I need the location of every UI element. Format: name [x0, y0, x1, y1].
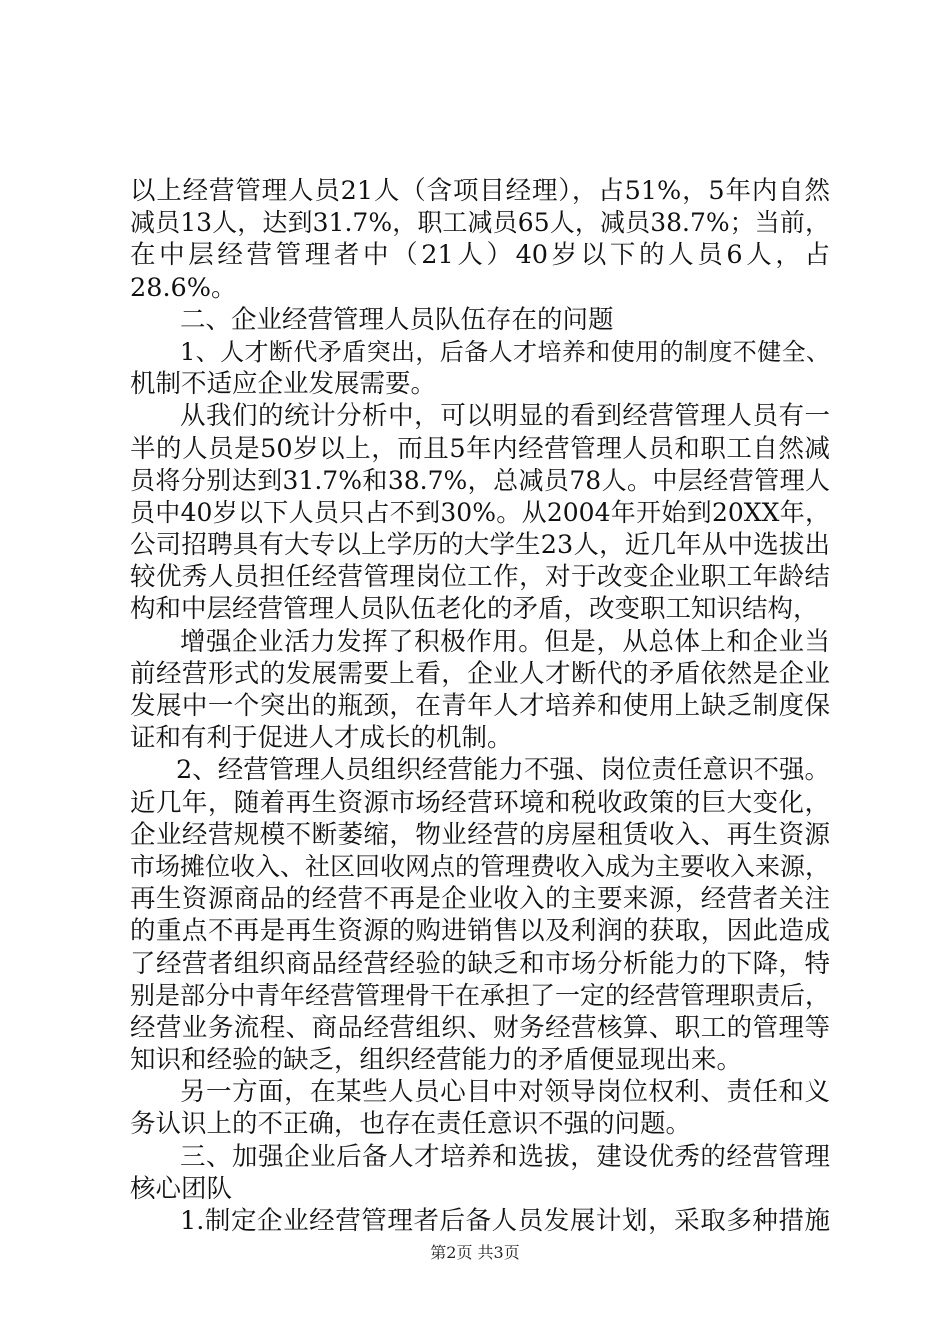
- text-line: 了经营者组织商品经营经验的缺乏和市场分析能力的下降，特: [130, 948, 830, 979]
- subheading-line: 2、经营管理人员组织经营能力不强、岗位责任意识不强。: [176, 755, 830, 786]
- text-line: 市场摊位收入、社区回收网点的管理费收入成为主要收入来源，: [130, 851, 831, 881]
- text-line: 再生资源商品的经营不再是企业收入的主要来源，经营者关注: [130, 884, 830, 915]
- text-line: 以上经营管理人员21人（含项目经理），占51%，5年内自然: [130, 176, 830, 206]
- subheading-line: 1、人才断代矛盾突出，后备人才培养和使用的制度不健全、: [180, 337, 830, 366]
- text-line: 的重点不再是再生资源的购进销售以及利润的获取，因此造成: [130, 916, 830, 947]
- text-line: 在中层经营管理者中（21人）40岁以下的人员6人，占: [130, 240, 830, 271]
- text-line: 知识和经验的缺乏，组织经营能力的矛盾便显现出来。: [130, 1045, 743, 1076]
- text-line: 经营业务流程、商品经营组织、财务经营核算、职工的管理等: [130, 1012, 830, 1043]
- text-line: 企业经营规模不断萎缩，物业经营的房屋租赁收入、再生资源: [130, 819, 830, 850]
- text-line: 员将分别达到31.7%和38.7%，总减员78人。中层经营管理人: [130, 465, 830, 495]
- text-line: 从我们的统计分析中，可以明显的看到经营管理人员有一: [180, 401, 830, 432]
- text-line: 近几年，随着再生资源市场经营环境和税收政策的巨大变化，: [130, 787, 830, 818]
- text-line: 公司招聘具有大专以上学历的大学生23人，近几年从中选拔出: [130, 530, 830, 561]
- text-line: 28.6%。: [130, 272, 237, 303]
- section-heading: 三、加强企业后备人才培养和选拔，建设优秀的经营管理: [180, 1141, 830, 1172]
- subheading-line: 1.制定企业经营管理者后备人员发展计划，采取多种措施: [180, 1206, 830, 1236]
- text-line: 务认识上的不正确，也存在责任意识不强的问题。: [130, 1109, 692, 1140]
- text-line: 员中40岁以下人员只占不到30%。从2004年开始到20XX年，: [130, 497, 830, 527]
- text-line: 构和中层经营管理人员队伍老化的矛盾，改变职工知识结构，: [130, 594, 819, 625]
- document-body: [130, 175, 830, 1237]
- page-number-footer: 第2页 共3页: [430, 1243, 520, 1262]
- text-line: 发展中一个突出的瓶颈，在青年人才培养和使用上缺乏制度保: [130, 691, 830, 721]
- text-line: 证和有利于促进人才成长的机制。: [130, 723, 513, 754]
- section-heading: 核心团队: [130, 1173, 233, 1204]
- text-line: 增强企业活力发挥了积极作用。但是，从总体上和企业当: [180, 626, 830, 657]
- text-line: 减员13人，达到31.7%，职工减员65人，减员38.7%；当前，: [130, 208, 830, 238]
- section-heading: 二、企业经营管理人员队伍存在的问题: [180, 304, 614, 335]
- text-line: 别是部分中青年经营管理骨干在承担了一定的经营管理职责后，: [130, 980, 831, 1010]
- text-line: 另一方面，在某些人员心目中对领导岗位权利、责任和义: [180, 1077, 830, 1108]
- text-line: 半的人员是50岁以上，而且5年内经营管理人员和职工自然减: [130, 433, 830, 464]
- text-line: 前经营形式的发展需要上看，企业人才断代的矛盾依然是企业: [130, 658, 830, 689]
- text-line: 较优秀人员担任经营管理岗位工作，对于改变企业职工年龄结: [130, 562, 830, 593]
- subheading-line: 机制不适应企业发展需要。: [130, 369, 437, 400]
